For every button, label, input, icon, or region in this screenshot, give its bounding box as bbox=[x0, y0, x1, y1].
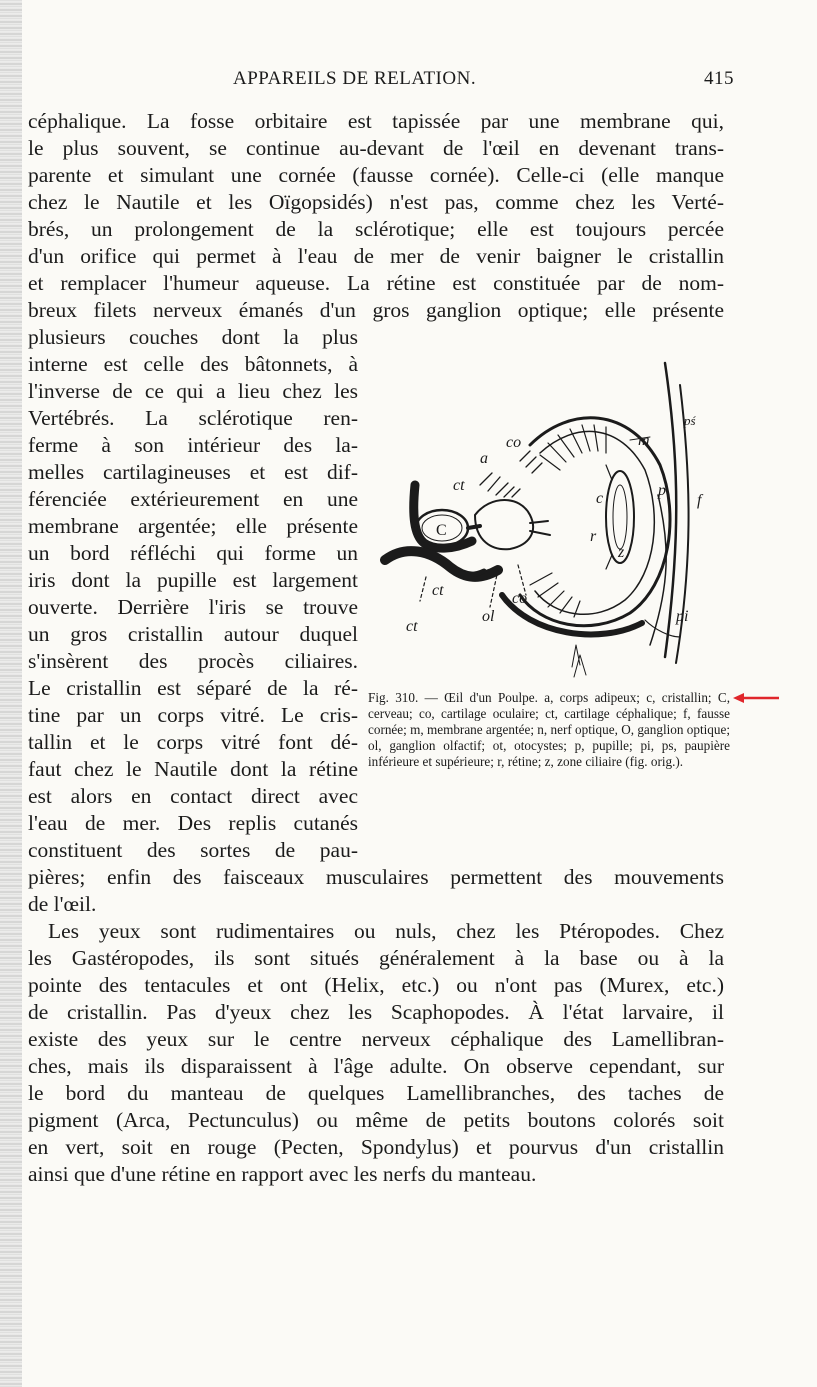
fig-label-ct: ct bbox=[453, 477, 465, 494]
text-line: le bord du manteau de quelques Lamellibranches, des taches de bbox=[28, 1081, 724, 1105]
fig-label-f: f bbox=[697, 492, 702, 509]
octopus-eye-figure bbox=[380, 345, 725, 685]
figure-caption: Fig. 310. — Œil d'un Poulpe. a, corps adipeux; c, cristallin; C, cerveau; co, cartilage oculaire; ct, cartilage céphalique; f, fausse cornée; m, membrane argentée; n, nerf optique, O, ganglion optique; ol, ganglion olfactif; ot, otocystes; p, pupille; pi, ps, paupière inférieure et supérieure; r, rétine; z, zone ciliaire (fig. orig.). bbox=[368, 690, 730, 769]
text-line: l'inverse de ce qui a lieu chez les bbox=[28, 379, 358, 403]
text-line: pigment (Arca, Pectunculus) ou même de petits boutons colorés soit bbox=[28, 1108, 724, 1132]
fig-label-r: r bbox=[590, 528, 597, 545]
text-line: un gros cristallin autour duquel bbox=[28, 622, 358, 646]
text-line: tallin et le corps vitré font dé- bbox=[28, 730, 358, 754]
text-line: les Gastéropodes, ils sont situés généralement à la base ou à la bbox=[28, 946, 724, 970]
text-line: existe des yeux sur le centre nerveux céphalique des Lamellibran- bbox=[28, 1027, 724, 1051]
octopus-eye-drawing bbox=[380, 345, 725, 685]
text-line: breux filets nerveux émanés d'un gros ganglion optique; elle présente bbox=[28, 298, 724, 322]
text-line: faut chez le Nautile dont la rétine bbox=[28, 757, 358, 781]
text-line: parente et simulant une cornée (fausse cornée). Celle-ci (elle manque bbox=[28, 163, 724, 187]
fig-label-p: p bbox=[658, 482, 666, 499]
text-line: et remplacer l'humeur aqueuse. La rétine est constituée par de nom- bbox=[28, 271, 724, 295]
fig-label-m: m bbox=[638, 432, 650, 449]
running-header bbox=[28, 68, 734, 98]
text-line: ches, mais ils disparaissent à l'âge adulte. On observe cependant, sur bbox=[28, 1054, 724, 1078]
text-line: ferme à son intérieur des la- bbox=[28, 433, 358, 457]
fig-label-z: z bbox=[618, 544, 625, 561]
fig-label-ol: ol bbox=[482, 608, 495, 625]
fig-label-C: C bbox=[436, 522, 447, 539]
text-line: melles cartilagineuses et est dif- bbox=[28, 460, 358, 484]
text-line: est alors en contact direct avec bbox=[28, 784, 358, 808]
text-line: Le cristallin est séparé de la ré- bbox=[28, 676, 358, 700]
text-line: tine par un corps vitré. Le cris- bbox=[28, 703, 358, 727]
text-line: en vert, soit en rouge (Pecten, Spondylus) et pourvus d'un cristallin bbox=[28, 1135, 724, 1159]
text-line: pières; enfin des faisceaux musculaires permettent des mouvements bbox=[28, 865, 724, 889]
text-line: constituent des sortes de pau- bbox=[28, 838, 358, 862]
text-line: interne est celle des bâtonnets, à bbox=[28, 352, 358, 376]
red-arrow-annotation bbox=[731, 691, 781, 705]
text-line: brés, un prolongement de la sclérotique; elle est toujours percée bbox=[28, 217, 724, 241]
page-number: 415 bbox=[704, 68, 734, 89]
fig-label-a: a bbox=[480, 450, 488, 467]
fig-label-co-lower: co bbox=[512, 590, 528, 607]
text-line: un bord réfléchi qui forme un bbox=[28, 541, 358, 565]
text-line: s'insèrent des procès ciliaires. bbox=[28, 649, 358, 673]
text-line: membrane argentée; elle présente bbox=[28, 514, 358, 538]
text-line: pointe des tentacules et ont (Helix, etc.) ou n'ont pas (Murex, etc.) bbox=[28, 973, 724, 997]
fig-label-pi: pi bbox=[676, 608, 689, 625]
text-line: le plus souvent, se continue au-devant de l'œil en devenant trans- bbox=[28, 136, 724, 160]
text-line: ouverte. Derrière l'iris se trouve bbox=[28, 595, 358, 619]
fig-label-co: co bbox=[506, 434, 522, 451]
fig-label-ct-bottom: ct bbox=[406, 618, 418, 635]
text-line: chez le Nautile et les Oïgopsidés) n'est pas, comme chez les Verté- bbox=[28, 190, 724, 214]
text-line: ainsi que d'une rétine en rapport avec les nerfs du manteau. bbox=[28, 1162, 537, 1186]
text-line: plusieurs couches dont la plus bbox=[28, 325, 358, 349]
fig-label-ct-lower: ct bbox=[432, 582, 444, 599]
text-line: Vertébrés. La sclérotique ren- bbox=[28, 406, 358, 430]
text-line: de cristallin. Pas d'yeux chez les Scaphopodes. À l'état larvaire, il bbox=[28, 1000, 724, 1024]
text-line: d'un orifice qui permet à l'eau de mer de venir baigner le cristallin bbox=[28, 244, 724, 268]
text-line: céphalique. La fosse orbitaire est tapissée par une membrane qui, bbox=[28, 109, 724, 133]
text-line: iris dont la pupille est largement bbox=[28, 568, 358, 592]
book-spine-shadow bbox=[0, 0, 22, 1387]
fig-label-ps: pś bbox=[684, 413, 696, 428]
text-line: férenciée extérieurement en une bbox=[28, 487, 358, 511]
fig-label-c: c bbox=[596, 490, 604, 507]
text-line: Les yeux sont rudimentaires ou nuls, chez les Ptéropodes. Chez bbox=[48, 919, 724, 943]
running-title: APPAREILS DE RELATION. bbox=[233, 68, 477, 89]
text-line: de l'œil. bbox=[28, 892, 97, 916]
text-line: l'eau de mer. Des replis cutanés bbox=[28, 811, 358, 835]
